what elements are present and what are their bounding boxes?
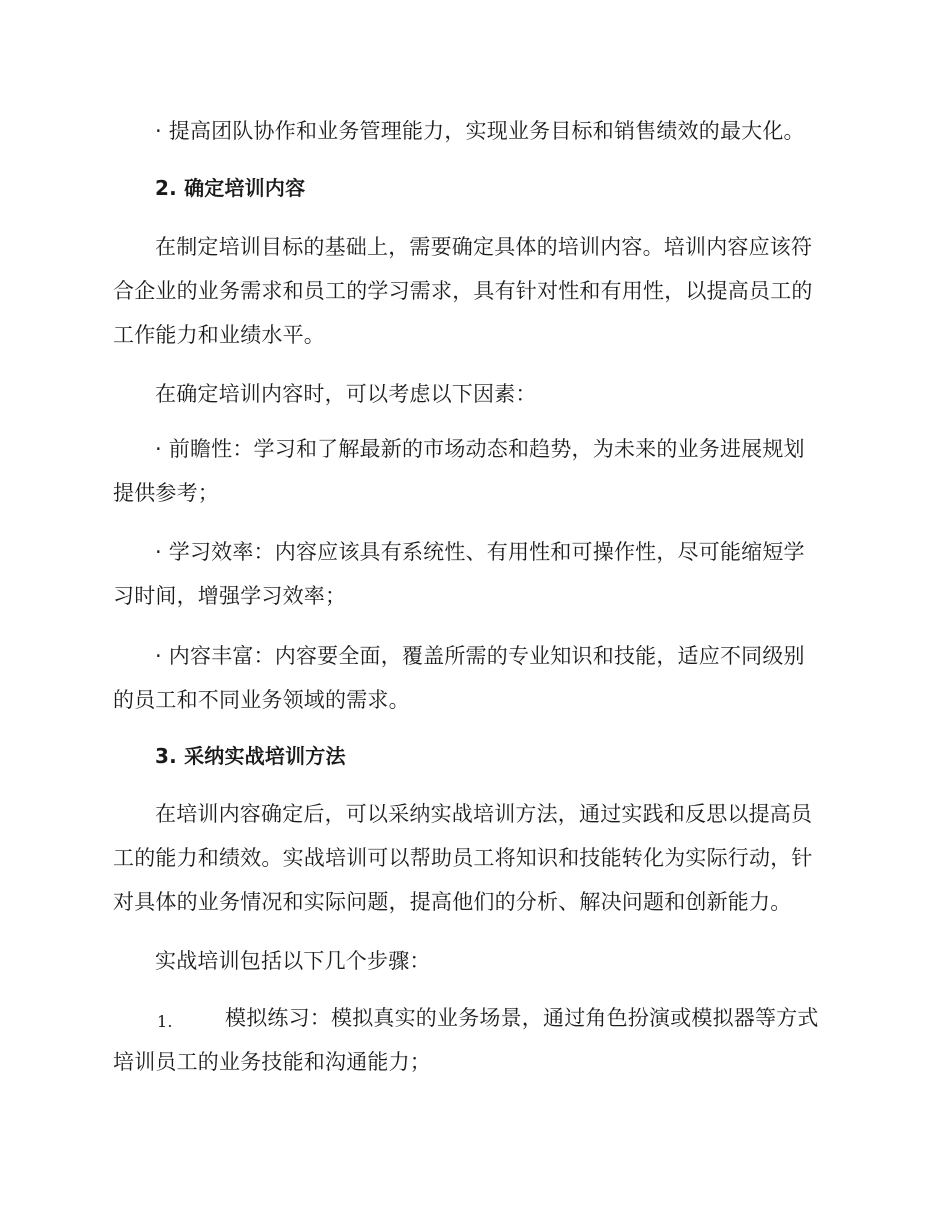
step-1-line-1: 模拟练习：模拟真实的业务场景，通过角色扮演或模拟器等方式 [225, 1006, 819, 1030]
bullet-3-line-2: 的员工和不同业务领域的需求。 [113, 688, 410, 712]
bullet-2-line-1: · 学习效率：内容应该具有系统性、有用性和可操作性，尽可能缩短学 [155, 540, 805, 564]
step-1-number: 1. [157, 1012, 173, 1031]
paragraph-1-line-3: 工作能力和业绩水平。 [113, 323, 325, 347]
bullet-3-line-1: · 内容丰富：内容要全面，覆盖所需的专业知识和技能，适应不同级别 [155, 644, 805, 668]
section-heading-3: 3. 采纳实战培训方法 [155, 744, 346, 768]
paragraph-2: 在确定培训内容时，可以考虑以下因素： [155, 382, 537, 406]
section-heading-2: 2. 确定培训内容 [155, 176, 306, 200]
paragraph-1-line-1: 在制定培训目标的基础上，需要确定具体的培训内容。培训内容应该符 [155, 235, 813, 259]
bullet-2-line-2: 习时间，增强学习效率； [113, 584, 347, 608]
goal-bullet-text: · 提高团队协作和业务管理能力，实现业务目标和销售绩效的最大化。 [155, 119, 805, 143]
paragraph-3-line-3: 对具体的业务情况和实际问题，提高他们的分析、解决问题和创新能力。 [113, 890, 792, 914]
paragraph-3-line-1: 在培训内容确定后，可以采纳实战培训方法，通过实践和反思以提高员 [155, 802, 813, 826]
paragraph-3-line-2: 工的能力和绩效。实战培训可以帮助员工将知识和技能转化为实际行动，针 [113, 846, 813, 870]
paragraph-4: 实战培训包括以下几个步骤： [155, 949, 431, 973]
bullet-1-line-2: 提供参考； [113, 481, 219, 505]
paragraph-1-line-2: 合企业的业务需求和员工的学习需求，具有针对性和有用性，以提高员工的 [113, 279, 813, 303]
bullet-1-line-1: · 前瞻性：学习和了解最新的市场动态和趋势，为未来的业务进展规划 [155, 437, 805, 461]
step-1-line-2: 培训员工的业务技能和沟通能力； [113, 1050, 431, 1074]
